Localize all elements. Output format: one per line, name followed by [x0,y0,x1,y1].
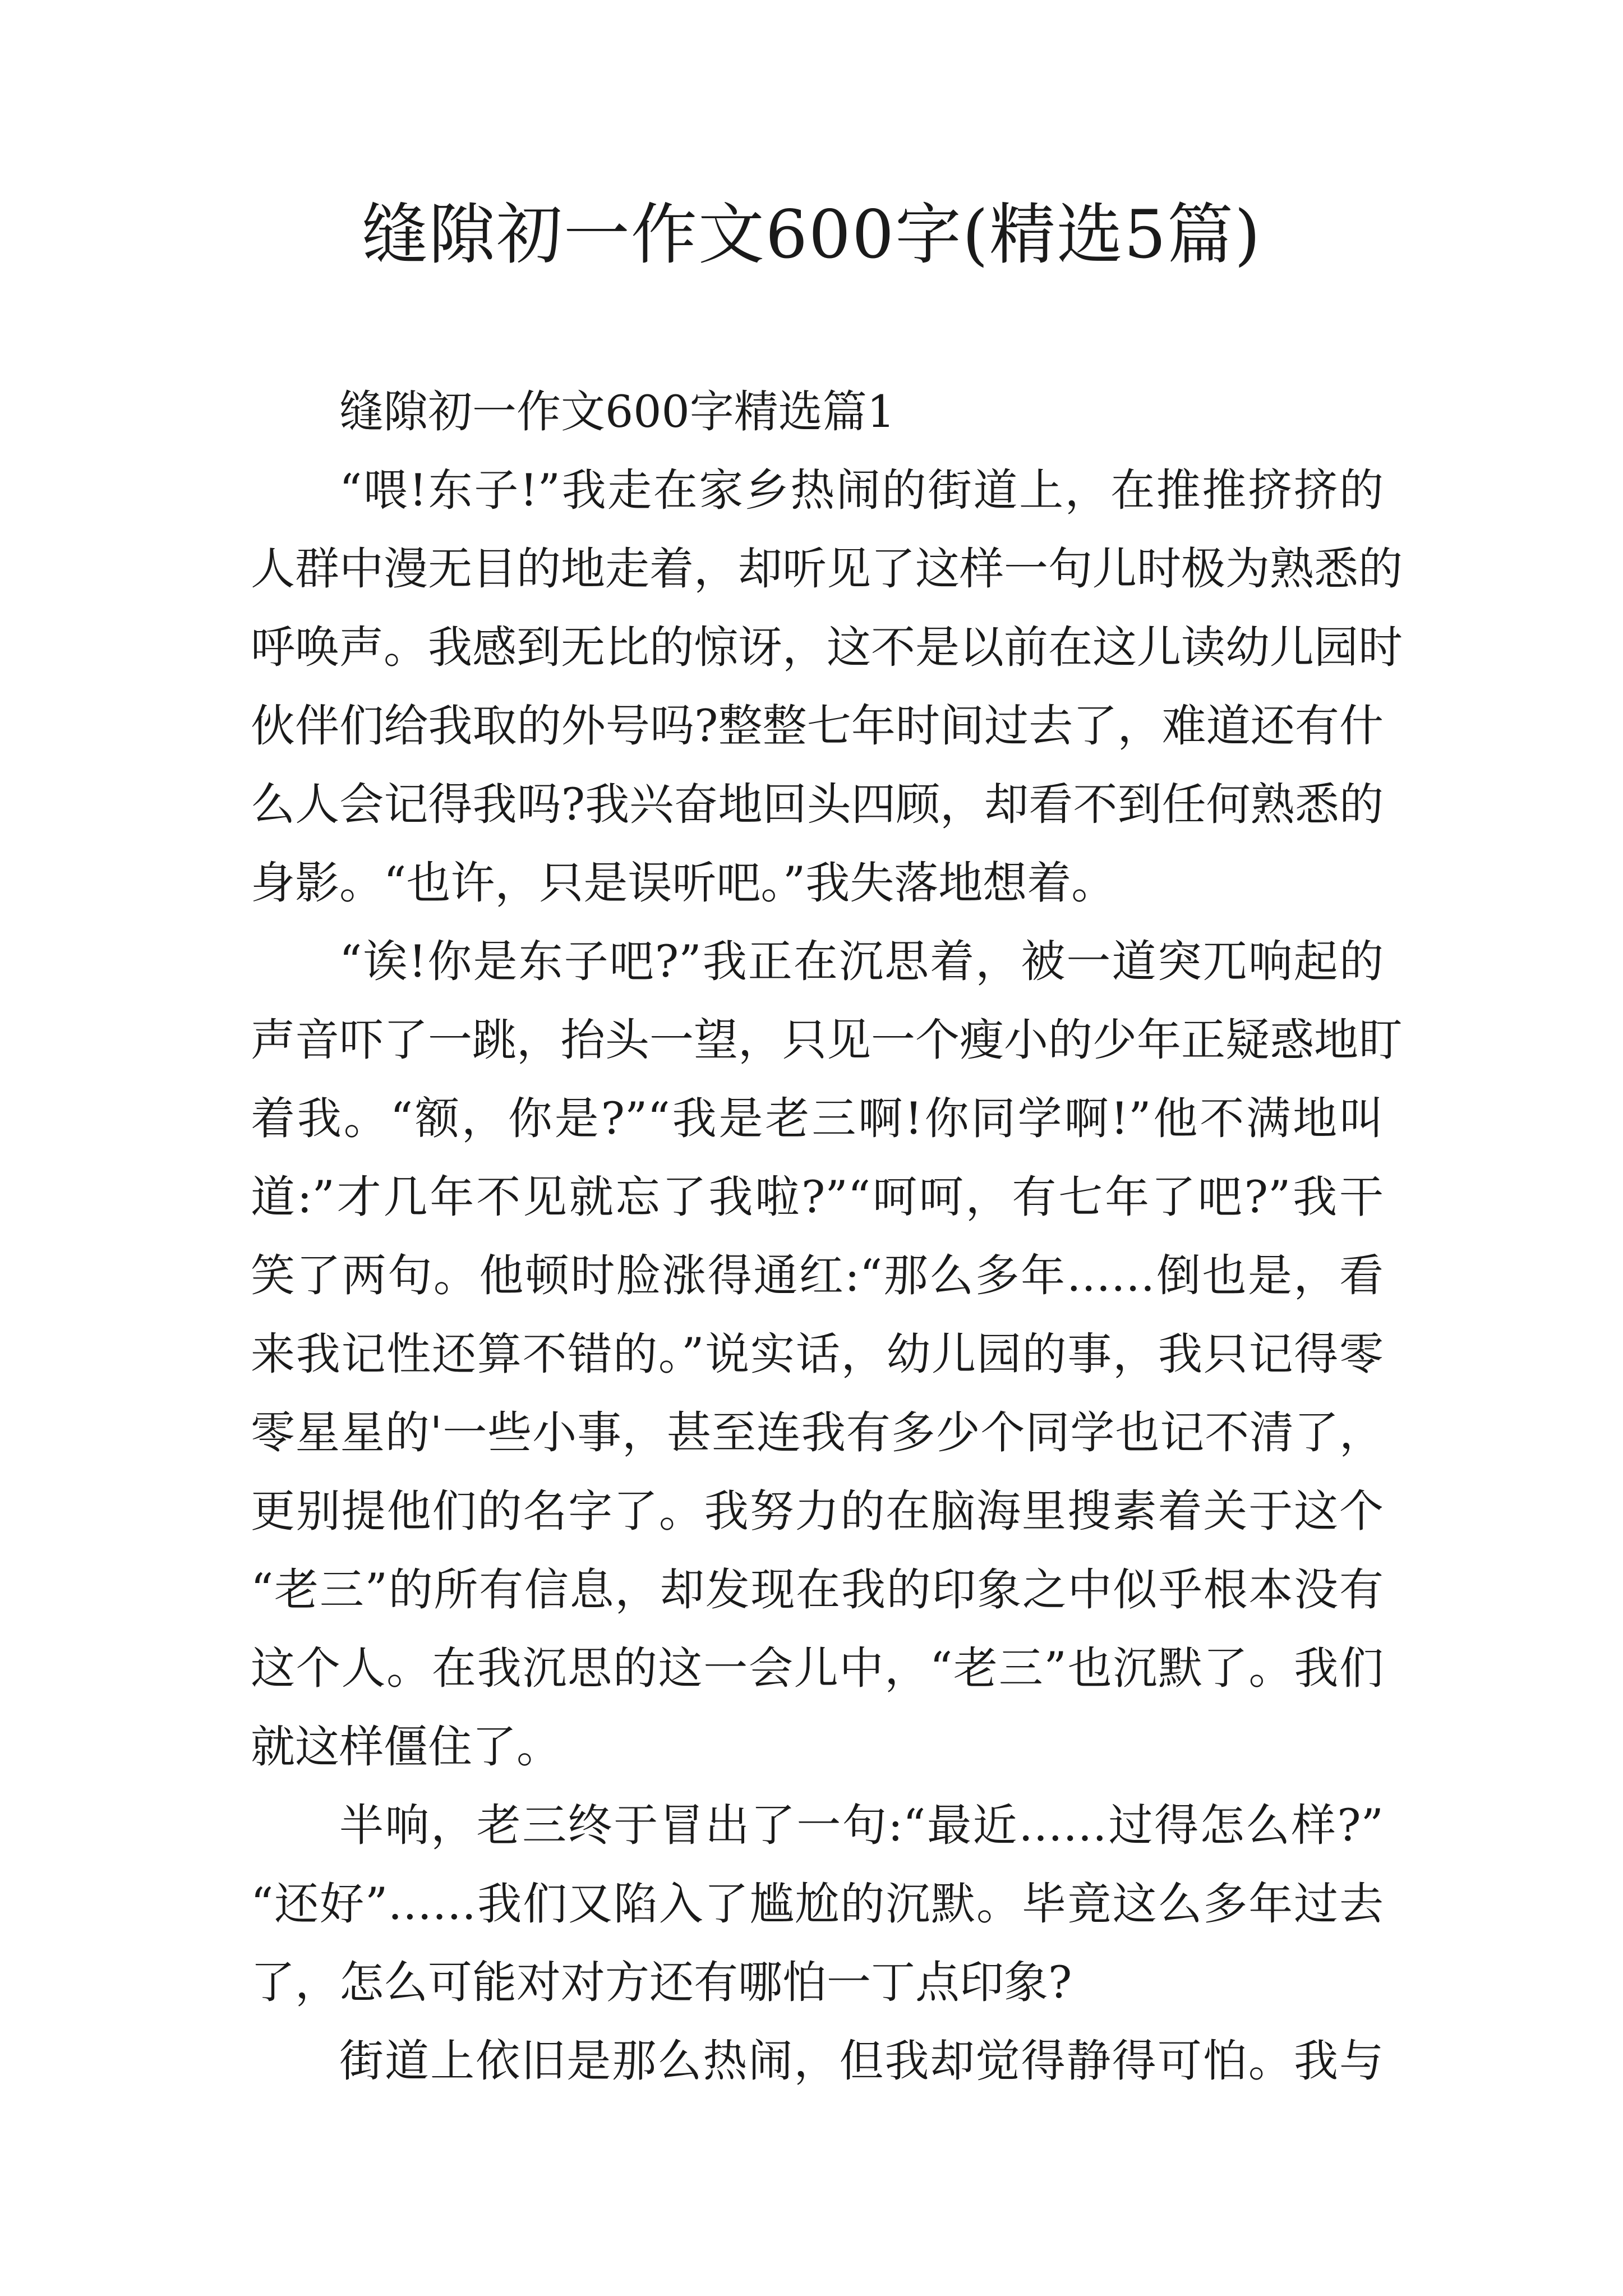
text-line: 人群中漫无目的地走着，却听见了这样一句儿时极为熟悉的 [251,543,1403,595]
text-line: 么人会记得我吗?我兴奋地回头四顾，却看不到任何熟悉的 [251,779,1384,830]
text-line: 更别提他们的名字了。我努力的在脑海里搜素着关于这个 [251,1485,1384,1537]
text-line: 道:”才几年不见就忘了我啦?”“呵呵，有七年了吧?”我干 [251,1171,1384,1223]
section-subtitle: 缝隙初一作文600字精选篇1 [339,386,896,438]
text-line: 笑了两句。他顿时脸涨得通红:“那么多年……倒也是，看 [251,1250,1384,1301]
text-line: 了，怎么可能对对方还有哪怕一丁点印象? [251,1957,1072,2008]
text-line: “喂!东子!”我走在家乡热闹的街道上，在推推挤挤的 [339,464,1384,516]
paragraph [251,1786,1384,2022]
text-line: 这个人。在我沉思的这一会儿中，“老三”也沉默了。我们 [251,1642,1384,1694]
document-title: 缝隙初一作文600字(精选5篇) [361,196,1262,273]
text-line: 身影。“也许，只是误听吧。”我失落地想着。 [251,857,1116,909]
text-line: 零星星的'一些小事，甚至连我有多少个同学也记不清了， [251,1407,1384,1458]
text-line: 着我。“额，你是?”“我是老三啊!你同学啊!”他不满地叫 [251,1093,1384,1144]
text-line: “诶!你是东子吧?”我正在沉思着，被一道突兀响起的 [339,936,1384,987]
text-line: “还好”……我们又陷入了尴尬的沉默。毕竟这么多年过去 [251,1878,1384,1930]
text-line: 来我记性还算不错的。”说实话，幼儿园的事，我只记得零 [251,1328,1384,1380]
text-line: 就这样僵住了。 [251,1721,561,1773]
paragraph [251,2022,1384,2100]
paragraph [251,922,1403,1786]
text-line: 街道上依旧是那么热闹，但我却觉得静得可怕。我与 [339,2035,1384,2087]
text-line: 伙伴们给我取的外号吗?整整七年时间过去了，难道还有什 [251,700,1384,752]
text-line: 呼唤声。我感到无比的惊讶，这不是以前在这儿读幼儿园时 [251,622,1403,673]
text-line: 声音吓了一跳，抬头一望，只见一个瘦小的少年正疑惑地盯 [251,1014,1403,1066]
paragraph [251,451,1403,922]
text-line: 半响，老三终于冒出了一句:“最近……过得怎么样?” [339,1800,1384,1851]
document-body [251,372,1403,2100]
text-line: “老三”的所有信息，却发现在我的印象之中似乎根本没有 [251,1564,1384,1616]
